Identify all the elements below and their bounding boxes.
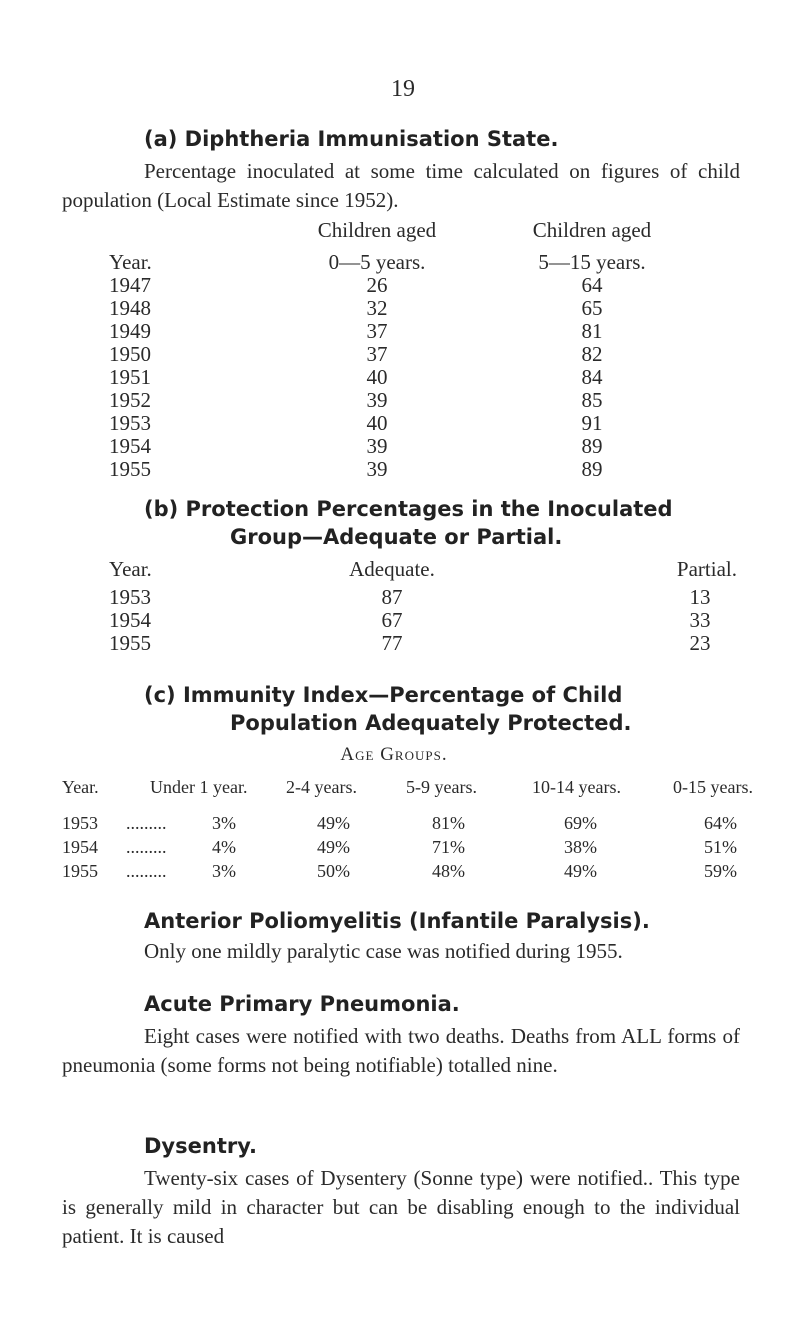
table-b-partial: 23 [689,631,711,655]
section-c-heading-line2: Population Adequately Protected. [230,711,632,735]
table-a-year: 1947 [109,273,151,297]
table-a-value-0-5: 39 [366,434,388,458]
table-c-year: 1955 [62,861,98,881]
table-a-year: 1950 [109,342,151,366]
dysentry-text: Twenty-six cases of Dysentery (Sonne type) were notified.. This type is generally mild in character but can be disabling enough to the individual patient. It is caused [62,1166,740,1248]
c-col-0-15: 0-15 years. [673,777,753,797]
table-c-10-14: 69% [564,813,597,833]
table-c-2-4: 50% [317,861,350,881]
table-b-year: 1953 [109,585,151,609]
table-c-2-4: 49% [317,837,350,857]
table-c-0-15: 51% [704,837,737,857]
col-year-label: Year. [109,250,152,274]
table-a-value-5-15: 85 [581,388,603,412]
col-group-label-1: Children aged [317,218,437,242]
table-a-value-5-15: 65 [581,296,603,320]
c-col-under1: Under 1 year. [150,777,248,797]
table-c-year: 1954 [62,837,98,857]
section-b-heading-line1: (b) Protection Percentages in the Inoculated [144,497,673,521]
table-c-leader: ......... [126,837,167,857]
table-a-year: 1954 [109,434,151,458]
b-col-partial: Partial. [676,557,737,581]
table-c-5-9: 81% [432,813,465,833]
age-groups-subheading: Age Groups. [340,744,448,765]
table-a-year: 1955 [109,457,151,481]
table-c-10-14: 38% [564,837,597,857]
c-col-10-14: 10-14 years. [532,777,621,797]
polio-heading: Anterior Poliomyelitis (Infantile Paralysis). [144,909,650,933]
table-c-2-4: 49% [317,813,350,833]
table-a-value-0-5: 32 [366,296,388,320]
section-a-heading: (a) Diphtheria Immunisation State. [144,127,559,151]
table-c-under1: 4% [212,837,236,857]
table-a-year: 1951 [109,365,151,389]
table-b-partial: 33 [689,608,711,632]
table-c-year: 1953 [62,813,98,833]
c-col-5-9: 5-9 years. [406,777,477,797]
table-a-value-0-5: 37 [366,319,388,343]
col-range-label-1: 0—5 years. [328,250,426,274]
table-a-value-0-5: 26 [366,273,388,297]
table-c-0-15: 64% [704,813,737,833]
table-c-leader: ......... [126,861,167,881]
pneumonia-heading: Acute Primary Pneumonia. [144,992,460,1016]
table-a-value-0-5: 40 [366,411,388,435]
b-col-year: Year. [109,557,152,581]
table-c-5-9: 71% [432,837,465,857]
table-a-year: 1949 [109,319,151,343]
table-a-value-5-15: 91 [581,411,603,435]
dysentry-heading: Dysentry. [144,1134,257,1158]
pneumonia-text: Eight cases were notified with two deaths. Deaths from ALL forms of pneumonia (some forms not being notifiable) totalled nine. [62,1024,740,1077]
section-b-heading-line2: Group—Adequate or Partial. [230,525,563,549]
table-a-value-0-5: 39 [366,457,388,481]
table-a-value-0-5: 37 [366,342,388,366]
table-c-5-9: 48% [432,861,465,881]
col-range-label-2: 5—15 years. [538,250,646,274]
polio-text: Only one mildly paralytic case was notified during 1955. [144,939,623,963]
table-c-under1: 3% [212,861,236,881]
table-c-10-14: 49% [564,861,597,881]
table-c-0-15: 59% [704,861,737,881]
table-b-partial: 13 [689,585,711,609]
table-c-leader: ......... [126,813,167,833]
table-b-adequate: 77 [381,631,403,655]
table-a-value-0-5: 40 [366,365,388,389]
table-a-value-5-15: 89 [581,434,603,458]
table-a-value-5-15: 84 [581,365,603,389]
table-b-adequate: 87 [381,585,403,609]
table-a-value-5-15: 82 [581,342,603,366]
table-a-value-5-15: 89 [581,457,603,481]
page-number: 19 [391,76,415,102]
section-a-intro: Percentage inoculated at some time calculated on figures of child population (Local Estimate since 1952). [62,159,740,212]
c-col-year: Year. [62,777,99,797]
table-a-year: 1948 [109,296,151,320]
table-b-year: 1955 [109,631,151,655]
table-c-under1: 3% [212,813,236,833]
table-a-value-5-15: 64 [581,273,603,297]
table-a-year: 1952 [109,388,151,412]
b-col-adequate: Adequate. [349,557,435,581]
table-b-year: 1954 [109,608,151,632]
col-group-label-2: Children aged [532,218,652,242]
table-a-value-5-15: 81 [581,319,603,343]
table-a-year: 1953 [109,411,151,435]
c-col-2-4: 2-4 years. [286,777,357,797]
section-c-heading-line1: (c) Immunity Index—Percentage of Child [144,683,623,707]
table-a-value-0-5: 39 [366,388,388,412]
table-b-adequate: 67 [381,608,403,632]
